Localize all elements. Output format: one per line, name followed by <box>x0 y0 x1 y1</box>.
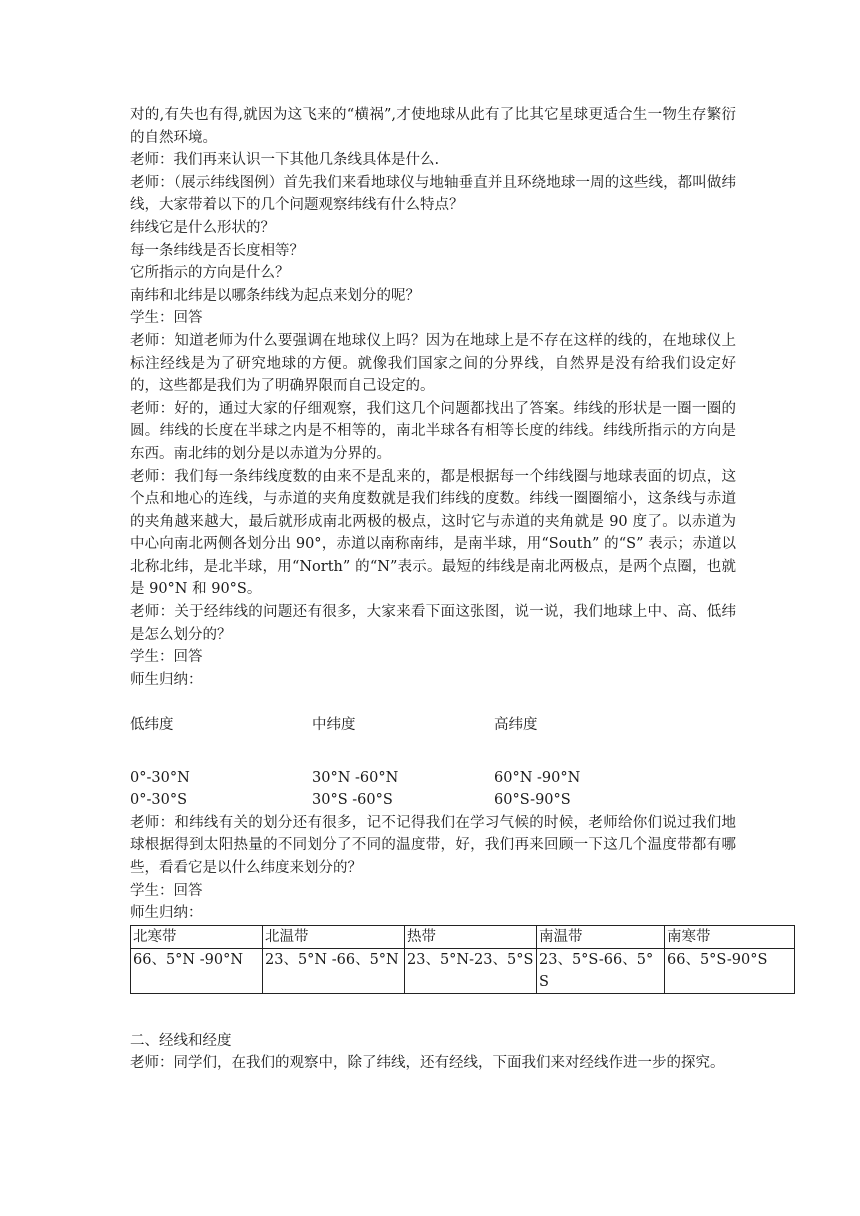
latitude-headers-row <box>130 714 736 737</box>
mid-latitude-north: 30°N -60°N <box>312 769 399 786</box>
question-3: 它所指示的方向是什么？ <box>130 265 290 282</box>
value-north-temperate: 23、5°N -66、5°N <box>263 948 405 993</box>
high-latitude-label: 高纬度 <box>494 717 538 734</box>
question-4: 南纬和北纬是以哪条纬线为起点来划分的呢？ <box>130 287 420 304</box>
question-1: 纬线它是什么形状的？ <box>130 219 275 236</box>
header-south-temperate: 南温带 <box>537 925 665 948</box>
paragraph-teacher-4: 老师：好的，通过大家的仔细观察，我们这几个问题都找出了答案。纬线的形状是一圈一圈的圆。纬线的长度在半球之内是不相等的，南北半球各有相等长度的纬线。纬线所指示的方向是东西。南北纬的划分是以赤道为分界的。 <box>130 400 736 462</box>
mid-latitude-label: 中纬度 <box>312 717 356 734</box>
paragraph-teacher-6: 老师：关于经纬线的问题还有很多，大家来看下面这张图，说一说，我们地球上中、高、低纬是怎么划分的？ <box>130 604 736 643</box>
header-tropical: 热带 <box>405 925 537 948</box>
document-page <box>130 104 768 1075</box>
summary-label-1: 师生归纳： <box>130 671 203 688</box>
paragraph-teacher-3: 老师：知道老师为什么要强调在地球仪上吗？因为在地球上是不存在这样的线的，在地球仪上标注经线是为了研究地球的方便。就像我们国家之间的分界线，自然界是没有给我们设定好的，这些都是我们为了明确界限而自己设定的。 <box>130 332 736 395</box>
high-latitude-south: 60°S-90°S <box>494 792 571 809</box>
paragraph-teacher-5: 老师：我们每一条纬线度数的由来不是乱来的，都是根据每一个纬线圈与地球表面的切点，这个点和地心的连线，与赤道的夹角度数就是我们纬线的度数。纬线一圈圈缩小，这条线与赤道的夹角越来越大，最后就形成南北两极的极点，这时它与赤道的夹角就是 90 度了。以赤道为中心向南北两侧各划分出 90°，赤道以南称南纬，是南半球，用“South” 的“S” 表示；赤道以北称北纬，是北半球，用“North” 的“N”表示。最短的纬线是南北两极点，是两个点圈，也就是 90°N 和 90°S。 <box>130 468 736 598</box>
value-south-temperate: 23、5°S-66、5°S <box>537 948 665 993</box>
summary-label-2: 师生归纳： <box>130 905 203 922</box>
paragraph-intro-continued: 对的,有失也有得,就因为这飞来的“横祸”,才使地球从此有了比其它星球更适合生一物生存繁衍的自然环境。 <box>130 107 736 146</box>
header-south-frigid: 南寒带 <box>665 925 795 948</box>
low-latitude-label: 低纬度 <box>130 717 174 734</box>
paragraph-teacher-8: 老师：同学们，在我们的观察中，除了纬线，还有经线，下面我们来对经线作进一步的探究。 <box>130 1055 725 1072</box>
low-latitude-north: 0°-30°N <box>130 769 190 786</box>
table-row <box>131 948 795 993</box>
latitude-south-row <box>130 789 736 812</box>
paragraph-teacher-1: 老师：我们再来认识一下其他几条线具体是什么. <box>130 152 440 169</box>
value-south-frigid: 66、5°S-90°S <box>665 948 795 993</box>
mid-latitude-south: 30°S -60°S <box>312 792 393 809</box>
latitude-north-row <box>130 767 736 790</box>
header-north-temperate: 北温带 <box>263 925 405 948</box>
question-2: 每一条纬线是否长度相等？ <box>130 242 304 259</box>
student-answer-2: 学生：回答 <box>130 649 203 666</box>
low-latitude-south: 0°-30°S <box>130 792 188 809</box>
temperature-zone-table <box>130 925 795 994</box>
student-answer-1: 学生：回答 <box>130 310 203 327</box>
table-header-row <box>131 925 795 948</box>
value-north-frigid: 66、5°N -90°N <box>131 948 263 993</box>
student-answer-3: 学生：回答 <box>130 882 203 899</box>
high-latitude-north: 60°N -90°N <box>494 769 581 786</box>
value-tropical: 23、5°N-23、5°S <box>405 948 537 993</box>
section-title: 二、经线和经度 <box>130 1032 232 1049</box>
header-north-frigid: 北寒带 <box>131 925 263 948</box>
paragraph-teacher-7: 老师：和纬线有关的划分还有很多，记不记得我们在学习气候的时候，老师给你们说过我们地球根据得到太阳热量的不同划分了不同的温度带，好，我们再来回顾一下这几个温度带都有哪些，看看它是以什么纬度来划分的？ <box>130 814 736 876</box>
paragraph-teacher-2: 老师：（展示纬线图例）首先我们来看地球仪与地轴垂直并且环绕地球一周的这些线，都叫做纬线，大家带着以下的几个问题观察纬线有什么特点？ <box>130 174 736 214</box>
